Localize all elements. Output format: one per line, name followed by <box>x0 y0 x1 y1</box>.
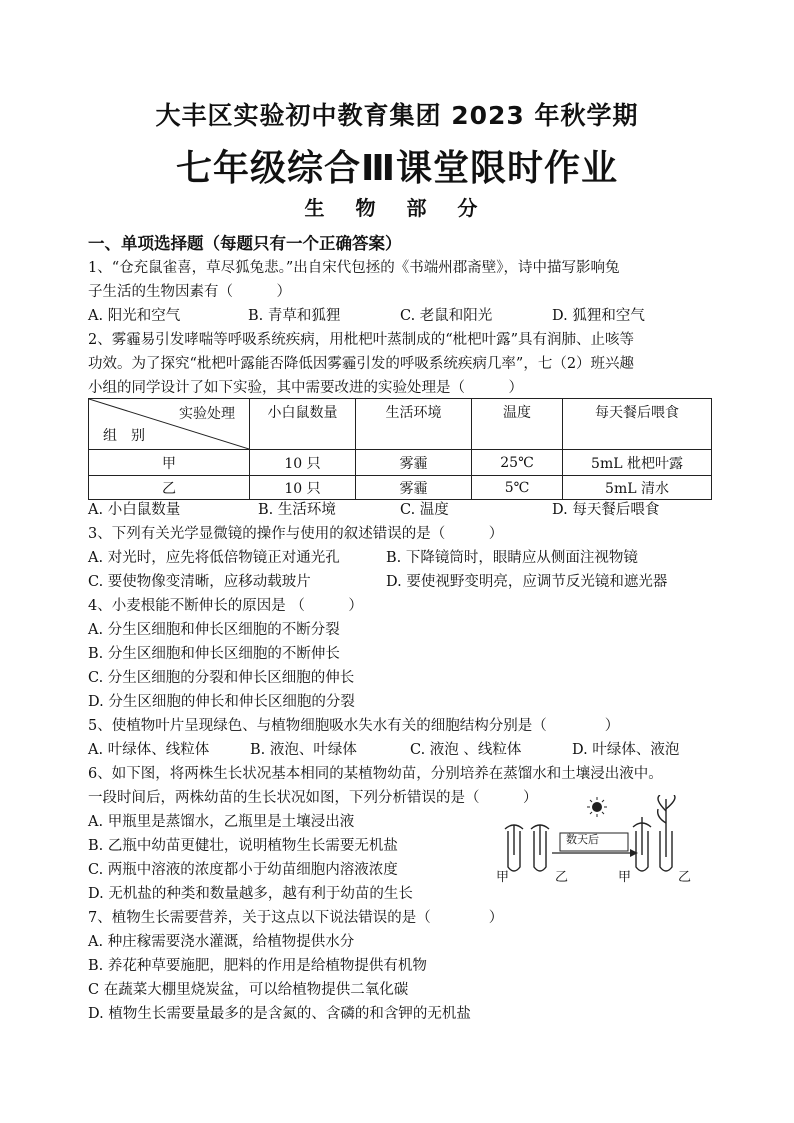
q1-stem-line2: 子生活的生物因素有（ ） <box>88 284 291 300</box>
q2-option-b: B. 生活环境 <box>258 502 336 518</box>
q5-stem: 5、使植物叶片呈现绿色、与植物细胞吸水失水有关的细胞结构分别是（ ） <box>88 718 620 734</box>
table-cell: 5mL 清水 <box>563 476 712 500</box>
q4-stem: 4、小麦根能不断伸长的原因是 （ ） <box>88 598 363 614</box>
table-cell: 10 只 <box>250 476 356 500</box>
school-term-title: 大丰区实验初中教育集团 2023 年秋学期 <box>155 101 639 130</box>
table-cell: 10 只 <box>250 450 356 476</box>
fig-label-yi-1: 乙 <box>555 870 569 885</box>
subject-subtitle: 生 物 部 分 <box>304 196 490 220</box>
q2-stem-line1: 2、雾霾易引发哮喘等呼吸系统疾病，用枇杷叶蒸制成的“枇杷叶露”具有润肺、止咳等 <box>88 332 635 348</box>
q2-stem-line3: 小组的同学设计了如下实验，其中需要改进的实验处理是（ ） <box>88 380 523 396</box>
section-heading: 一、单项选择题（每题只有一个正确答案） <box>88 234 402 253</box>
q4-option-d: D. 分生区细胞的伸长和伸长区细胞的分裂 <box>88 694 355 710</box>
corner-top-label: 实验处理 <box>179 406 235 422</box>
q2-option-c: C. 温度 <box>400 502 449 518</box>
table-cell: 25℃ <box>472 450 563 476</box>
q6-stem-line1: 6、如下图，将两株生长状况基本相同的某植物幼苗，分别培养在蒸馏水和土壤浸出液中。 <box>88 766 663 782</box>
table-cell: 雾霾 <box>356 476 472 500</box>
q7-option-d: D. 植物生长需要量最多的是含氮的、含磷的和含钾的无机盐 <box>88 1006 471 1022</box>
q5-option-d: D. 叶绿体、液泡 <box>572 742 680 758</box>
fig-label-jia-2: 甲 <box>618 870 632 885</box>
table-cell: 乙 <box>89 476 250 500</box>
q6-option-b: B. 乙瓶中幼苗更健壮，说明植物生长需要无机盐 <box>88 838 398 854</box>
assignment-title: 七年级综合Ⅲ课堂限时作业 <box>175 148 619 189</box>
q3-option-d: D. 要使视野变明亮，应调节反光镜和遮光器 <box>386 574 668 590</box>
seedling-experiment-figure <box>490 795 710 895</box>
experiment-table <box>88 398 712 500</box>
q1-option-d: D. 狐狸和空气 <box>552 308 645 324</box>
table-header: 生活环境 <box>356 399 472 450</box>
table-header: 小白鼠数量 <box>250 399 356 450</box>
q4-option-c: C. 分生区细胞的分裂和伸长区细胞的伸长 <box>88 670 355 686</box>
q2-option-d: D. 每天餐后喂食 <box>552 502 660 518</box>
table-cell: 甲 <box>89 450 250 476</box>
q6-option-d: D. 无机盐的种类和数量越多，越有利于幼苗的生长 <box>88 886 413 902</box>
table-row <box>89 450 712 476</box>
q3-option-a: A. 对光时，应先将低倍物镜正对通光孔 <box>88 550 340 566</box>
q1-stem-line1: 1、“仓充鼠雀喜，草尽狐兔悲。”出自宋代包拯的《书端州郡斋壁》，诗中描写影响兔 <box>88 260 620 276</box>
q3-stem: 3、下列有关光学显微镜的操作与使用的叙述错误的是（ ） <box>88 526 504 542</box>
table-cell: 5℃ <box>472 476 563 500</box>
table-header: 每天餐后喂食 <box>563 399 712 450</box>
q4-option-b: B. 分生区细胞和伸长区细胞的不断伸长 <box>88 646 340 662</box>
q2-stem-line2: 功效。为了探究“枇杷叶露能否降低因雾霾引发的呼吸系统疾病几率”，七（2）班兴趣 <box>88 356 635 372</box>
q3-option-c: C. 要使物像变清晰，应移动载玻片 <box>88 574 311 590</box>
q7-option-c: C 在蔬菜大棚里烧炭盆，可以给植物提供二氧化碳 <box>88 982 409 998</box>
q4-option-a: A. 分生区细胞和伸长区细胞的不断分裂 <box>88 622 340 638</box>
corner-bottom-label: 组 别 <box>103 428 145 444</box>
q3-option-b: B. 下降镜筒时，眼睛应从侧面注视物镜 <box>386 550 638 566</box>
fig-label-jia-1: 甲 <box>496 870 510 885</box>
q5-option-b: B. 液泡、叶绿体 <box>250 742 357 758</box>
q1-option-c: C. 老鼠和阳光 <box>400 308 493 324</box>
tube-jia-before <box>505 825 523 871</box>
q6-option-a: A. 甲瓶里是蒸馏水，乙瓶里是土壤浸出液 <box>88 814 355 830</box>
table-cell: 雾霾 <box>356 450 472 476</box>
q7-stem: 7、植物生长需要营养，关于这点以下说法错误的是（ ） <box>88 910 504 926</box>
table-corner-cell <box>89 399 250 450</box>
sun-icon <box>587 797 607 817</box>
tube-yi-after <box>658 795 675 871</box>
q2-option-a: A. 小白鼠数量 <box>88 502 181 518</box>
table-cell: 5mL 枇杷叶露 <box>563 450 712 476</box>
q6-stem-line2: 一段时间后，两株幼苗的生长状况如图，下列分析错误的是（ ） <box>88 790 538 806</box>
q5-option-c: C. 液泡 、线粒体 <box>410 742 522 758</box>
q1-option-a: A. 阳光和空气 <box>88 308 181 324</box>
q7-option-a: A. 种庄稼需要浇水灌溉，给植物提供水分 <box>88 934 355 950</box>
table-header: 温度 <box>472 399 563 450</box>
q6-option-c: C. 两瓶中溶液的浓度都小于幼苗细胞内溶液浓度 <box>88 862 398 878</box>
fig-label-yi-2: 乙 <box>678 870 692 885</box>
fig-arrow-label: 数天后 <box>566 833 599 846</box>
table-header-row <box>89 399 712 450</box>
q1-option-b: B. 青草和狐狸 <box>248 308 341 324</box>
table-row <box>89 476 712 500</box>
q7-option-b: B. 养花种草要施肥，肥料的作用是给植物提供有机物 <box>88 958 427 974</box>
q5-option-a: A. 叶绿体、线粒体 <box>88 742 210 758</box>
tube-yi-before <box>531 825 549 871</box>
tube-jia-after <box>633 817 651 871</box>
